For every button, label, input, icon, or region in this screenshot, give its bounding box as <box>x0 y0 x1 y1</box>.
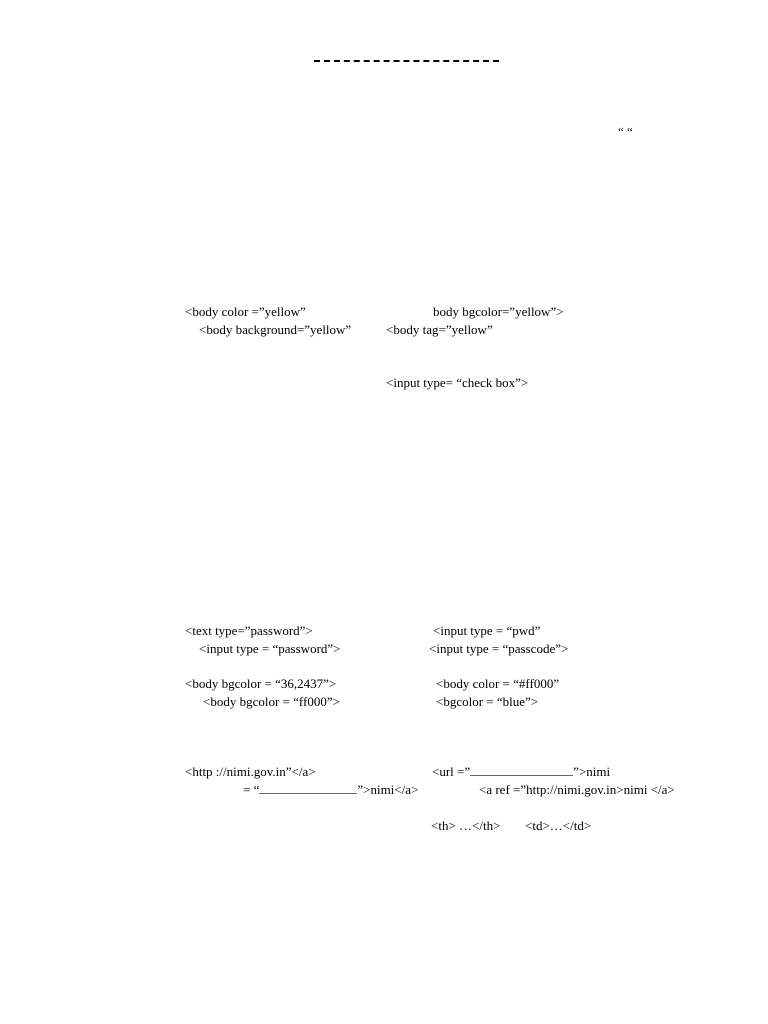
option-body-bgcolor: body bgcolor=”yellow”> <box>433 304 564 319</box>
option-http-link: <http ://nimi.gov.in”</a> <box>185 764 316 779</box>
option-url-prefix: <url =” <box>432 764 471 779</box>
fill-in-blank <box>259 782 357 794</box>
option-body-tag: <body tag=”yellow” <box>386 322 493 337</box>
option-url-suffix: ”>nimi <box>573 764 611 779</box>
option-input-password: <input type = “password”> <box>199 641 341 656</box>
option-equals-link <box>243 782 418 798</box>
option-equals-prefix: = “ <box>243 782 260 797</box>
option-input-check-box: <input type= “check box”> <box>386 375 529 390</box>
option-equals-suffix: ”>nimi</a> <box>357 782 419 797</box>
option-td: <td>…</td> <box>525 818 592 833</box>
quote-marks: “ “ <box>618 124 633 139</box>
dashed-title-rule <box>314 60 499 62</box>
option-url-link <box>432 764 610 780</box>
option-body-background: <body background=”yellow” <box>199 322 352 337</box>
option-bgcolor-blue: <bgcolor = “blue”> <box>436 694 539 709</box>
option-body-color: <body color =”yellow” <box>185 304 306 319</box>
option-a-ref-link: <a ref =”http://nimi.gov.in>nimi </a> <box>479 782 675 797</box>
option-body-bgcolor-numeric: <body bgcolor = “36,2437”> <box>185 676 337 691</box>
option-body-bgcolor-hex: <body bgcolor = “ff000”> <box>203 694 340 709</box>
option-input-pwd: <input type = “pwd” <box>433 623 541 638</box>
option-input-passcode: <input type = “passcode”> <box>429 641 569 656</box>
option-body-color-hex: <body color = “#ff000” <box>436 676 560 691</box>
option-text-type-password: <text type=”password”> <box>185 623 313 638</box>
fill-in-blank <box>470 764 573 776</box>
option-th: <th> …</th> <box>431 818 501 833</box>
